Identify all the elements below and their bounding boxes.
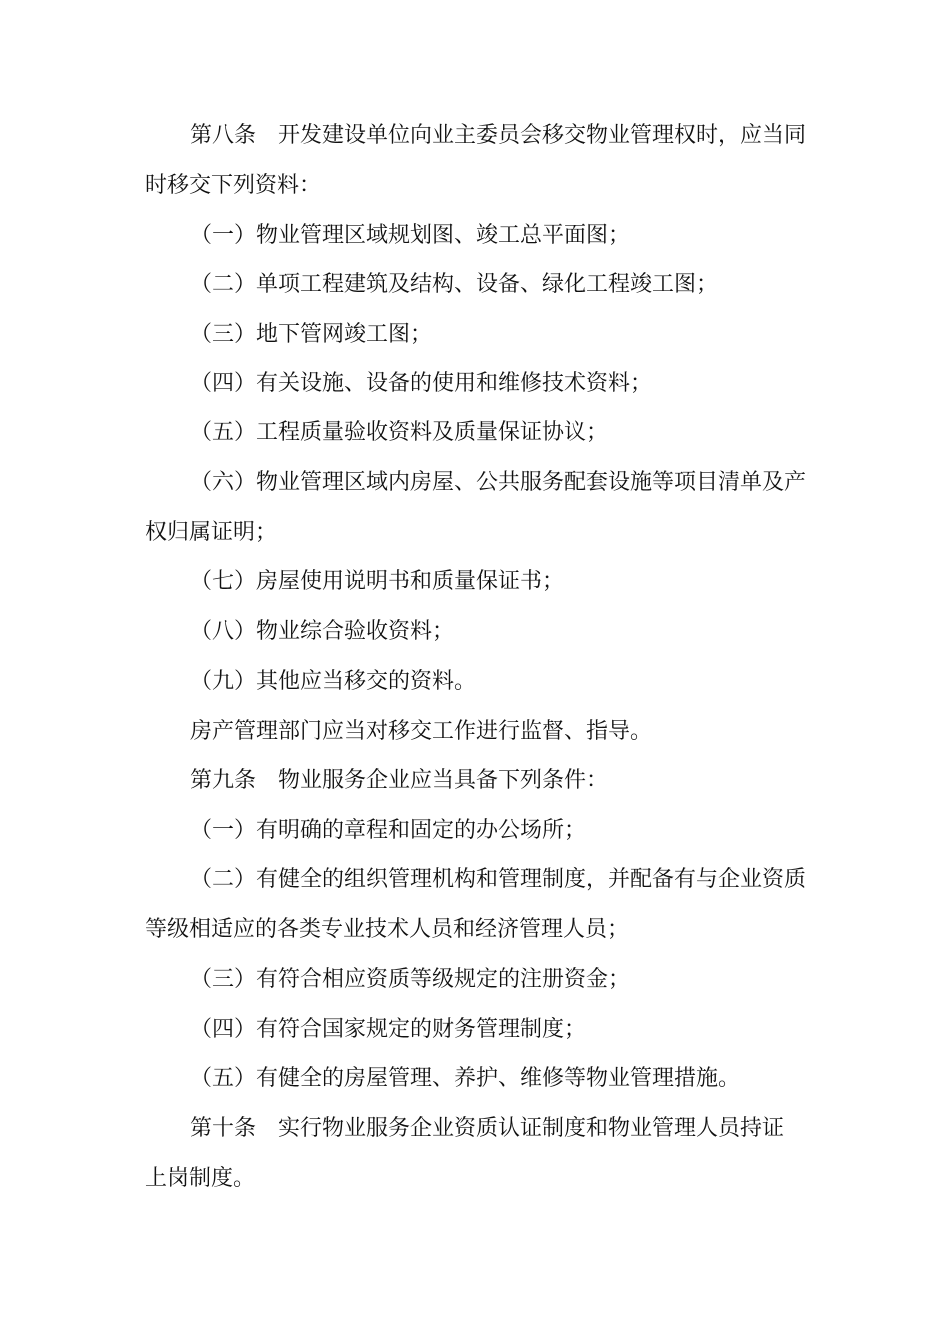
article-10-heading-line: 第十条 实行物业服务企业资质认证制度和物业管理人员持证 xyxy=(190,1116,785,1141)
article-8-supervision-line: 房产管理部门应当对移交工作进行监督、指导。 xyxy=(190,719,653,744)
article-9-item-3: （三）有符合相应资质等级规定的注册资金； xyxy=(190,967,631,992)
article-9-item-2: （二）有健全的组织管理机构和管理制度，并配备有与企业资质 xyxy=(190,867,807,892)
article-8-item-5: （五）工程质量验收资料及质量保证协议； xyxy=(190,420,609,445)
article-8-continuation-line: 时移交下列资料： xyxy=(145,173,322,198)
article-10-continuation-line: 上岗制度。 xyxy=(145,1166,256,1191)
article-8-item-8: （八）物业综合验收资料； xyxy=(190,619,455,644)
article-8-item-4: （四）有关设施、设备的使用和维修技术资料； xyxy=(190,371,653,396)
article-8-item-9: （九）其他应当移交的资料。 xyxy=(190,669,477,694)
article-8-item-1: （一）物业管理区域规划图、竣工总平面图； xyxy=(190,223,631,248)
article-9-heading-line: 第九条 物业服务企业应当具备下列条件： xyxy=(190,768,609,793)
article-8-heading-line: 第八条 开发建设单位向业主委员会移交物业管理权时，应当同 xyxy=(190,123,807,148)
article-9-item-1: （一）有明确的章程和固定的办公场所； xyxy=(190,818,587,843)
article-9-item-4: （四）有符合国家规定的财务管理制度； xyxy=(190,1017,587,1042)
article-8-item-3: （三）地下管网竣工图； xyxy=(190,322,433,347)
article-8-item-7: （七）房屋使用说明书和质量保证书； xyxy=(190,569,565,594)
article-8-item-2: （二）单项工程建筑及结构、设备、绿化工程竣工图； xyxy=(190,272,719,297)
article-9-item-5: （五）有健全的房屋管理、养护、维修等物业管理措施。 xyxy=(190,1066,741,1091)
article-9-item-2-continuation: 等级相适应的各类专业技术人员和经济管理人员； xyxy=(145,917,630,942)
article-8-item-6-continuation: 权归属证明； xyxy=(145,520,278,545)
article-8-item-6: （六）物业管理区域内房屋、公共服务配套设施等项目清单及产 xyxy=(190,470,807,495)
